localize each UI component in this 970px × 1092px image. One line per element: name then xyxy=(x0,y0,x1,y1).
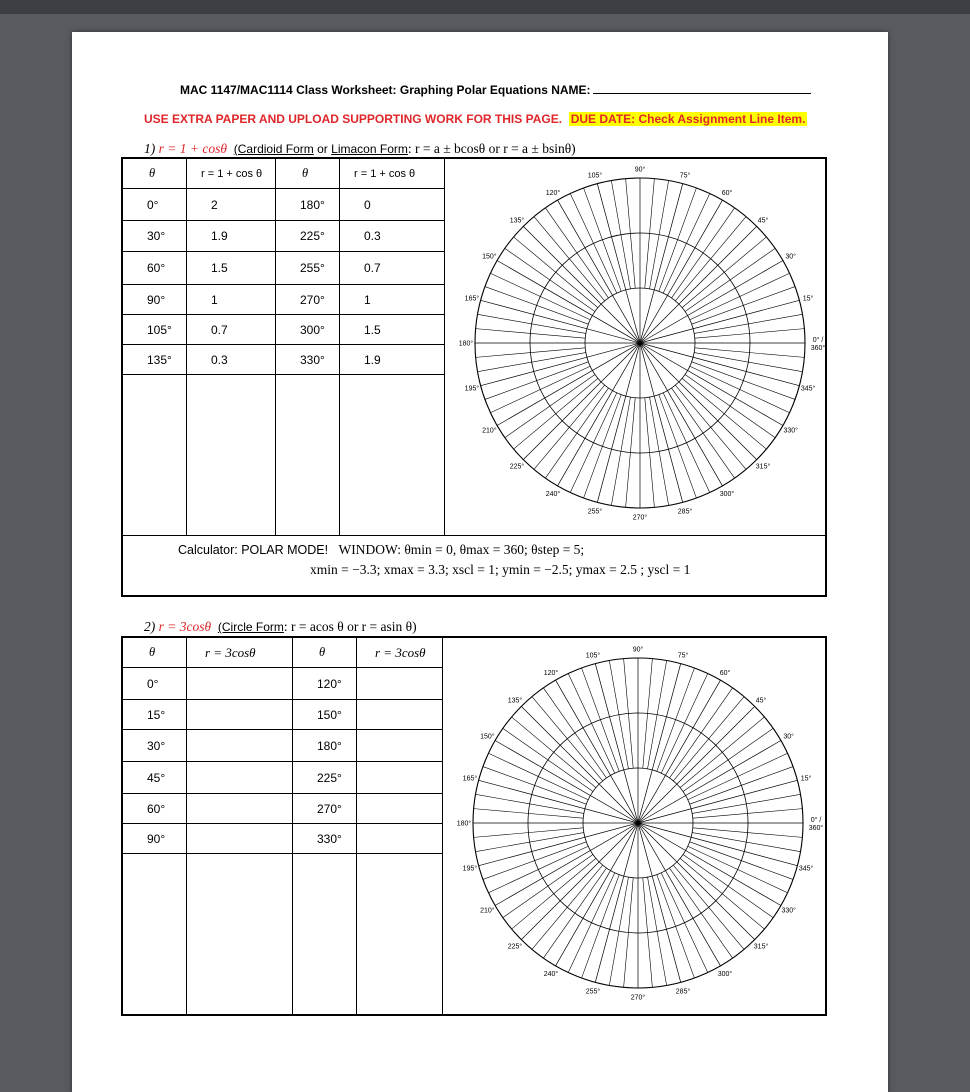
angle-label: 60° xyxy=(719,669,731,677)
grid-minor-spoke xyxy=(503,855,593,918)
grid-minor-spoke xyxy=(568,673,614,773)
angle-label: 345° xyxy=(800,385,816,393)
blank-cell[interactable] xyxy=(123,375,187,536)
problem1-equation: r = 1 + cosθ xyxy=(158,141,227,156)
grid-minor-spoke xyxy=(505,375,595,438)
theta-header: θ xyxy=(123,159,187,189)
grid-spoke xyxy=(481,300,640,343)
table-row xyxy=(123,794,443,824)
grid-minor-spoke xyxy=(488,753,588,799)
grid-minor-spoke xyxy=(690,366,790,412)
grid-spoke xyxy=(638,823,797,866)
angle-cell: 225° xyxy=(276,221,340,252)
angle-cell: 330° xyxy=(276,345,340,375)
angle-label: 105° xyxy=(585,652,601,660)
worksheet-title: MAC 1147/MAC1114 Class Worksheet: Graphing Polar Equations NAME: xyxy=(180,83,811,97)
angle-label: 195° xyxy=(464,385,480,393)
angle-label: 300° xyxy=(717,971,733,979)
angle-label: 330° xyxy=(783,427,798,435)
grid-spoke xyxy=(640,184,683,343)
angle-cell: 30° xyxy=(123,730,187,762)
grid-minor-spoke xyxy=(545,208,608,298)
table-row xyxy=(123,285,445,315)
table-row xyxy=(123,315,445,345)
angle-cell: 135° xyxy=(123,345,187,375)
angle-label: 135° xyxy=(509,217,525,225)
r-value-cell[interactable] xyxy=(187,730,293,762)
grid-minor-spoke xyxy=(490,273,590,319)
worksheet-page xyxy=(72,32,888,1092)
blank-cell[interactable] xyxy=(340,375,445,536)
angle-cell: 0° xyxy=(123,189,187,221)
r-header: r = 3cosθ xyxy=(357,638,443,668)
blank-cell[interactable] xyxy=(276,375,340,536)
blank-cell[interactable] xyxy=(293,854,357,1015)
angle-cell: 270° xyxy=(293,794,357,824)
table-row xyxy=(123,252,445,285)
grid-minor-spoke xyxy=(543,868,606,958)
angle-label: 120° xyxy=(543,669,559,677)
blank-cell[interactable] xyxy=(187,854,293,1015)
grid-minor-spoke xyxy=(490,366,590,412)
blank-cell[interactable] xyxy=(187,375,276,536)
angle-cell: 15° xyxy=(123,700,187,730)
angle-label: 270° xyxy=(630,994,646,1002)
r-value-cell[interactable] xyxy=(357,668,443,700)
calculator-range: xmin = −3.3; xmax = 3.3; xscl = 1; ymin = −2.5; ymax = 2.5 ; yscl = 1 xyxy=(310,562,691,577)
grid-minor-spoke xyxy=(503,728,593,791)
grid-minor-spoke xyxy=(670,868,733,958)
grid-minor-spoke xyxy=(570,393,616,493)
grid-minor-spoke xyxy=(661,873,707,973)
polar-graph-2 xyxy=(442,638,826,1016)
angle-cell: 120° xyxy=(293,668,357,700)
angle-cell: 180° xyxy=(276,189,340,221)
theta-header: θ xyxy=(293,638,357,668)
angle-label: 15° xyxy=(802,295,814,303)
r-value-cell[interactable] xyxy=(187,700,293,730)
r-value-cell[interactable] xyxy=(357,762,443,794)
angle-label: 30° xyxy=(783,733,794,741)
angle-label: 150° xyxy=(482,253,497,261)
r-value-cell[interactable] xyxy=(187,762,293,794)
angle-label: 45° xyxy=(757,217,769,225)
angle-label: 75° xyxy=(677,652,689,660)
grid-spoke xyxy=(638,780,797,823)
grid-spoke xyxy=(640,343,683,502)
problem1-heading: 1) r = 1 + cosθ (Cardioid Form or Limacon Form: r = a ± bcosθ or r = a ± bsinθ) xyxy=(144,141,576,156)
table-row xyxy=(123,189,445,221)
angle-label: 75° xyxy=(679,172,691,180)
r-value-cell[interactable] xyxy=(187,794,293,824)
grid-minor-spoke xyxy=(568,873,614,973)
angle-label: 0° / 360° xyxy=(808,817,824,832)
r-value-cell[interactable] xyxy=(357,794,443,824)
due-date-highlight: DUE DATE: Check Assignment Line Item. xyxy=(570,112,806,126)
problem2-equation: r = 3cosθ xyxy=(158,619,212,634)
angle-label: 30° xyxy=(785,253,796,261)
r-value-cell: 0.7 xyxy=(340,252,445,285)
problem1-value-table xyxy=(122,158,445,536)
table-row xyxy=(123,345,445,375)
angle-label: 90° xyxy=(634,166,646,174)
blank-work-row xyxy=(123,375,445,536)
angle-cell: 180° xyxy=(293,730,357,762)
r-value-cell: 0.7 xyxy=(187,315,276,345)
name-blank-line xyxy=(593,83,811,94)
grid-minor-spoke xyxy=(661,673,707,773)
problem2-heading: 2) r = 3cosθ (Circle Form: r = acos θ or r = asin θ) xyxy=(144,619,417,634)
r-value-cell: 1.5 xyxy=(340,315,445,345)
angle-label: 105° xyxy=(587,172,603,180)
angle-label: 285° xyxy=(677,508,693,516)
angle-cell: 225° xyxy=(293,762,357,794)
angle-label: 300° xyxy=(719,491,735,499)
r-header: r = 1 + cos θ xyxy=(340,159,445,189)
grid-spoke xyxy=(479,780,638,823)
angle-label: 180° xyxy=(456,820,472,828)
r-value-cell: 0.3 xyxy=(340,221,445,252)
grid-spoke xyxy=(479,823,638,866)
angle-label: 180° xyxy=(458,340,474,348)
r-value-cell[interactable] xyxy=(187,824,293,854)
grid-minor-spoke xyxy=(688,846,788,892)
grid-minor-spoke xyxy=(672,208,735,298)
r-value-cell: 0.3 xyxy=(187,345,276,375)
grid-minor-spoke xyxy=(505,248,595,311)
angle-label: 210° xyxy=(482,427,497,435)
angle-label: 285° xyxy=(675,988,691,996)
angle-label: 315° xyxy=(755,463,771,471)
grid-minor-spoke xyxy=(670,688,733,778)
grid-spoke xyxy=(640,343,799,386)
table-row xyxy=(123,762,443,794)
angle-label: 315° xyxy=(753,943,769,951)
angle-label: 150° xyxy=(480,733,495,741)
blank-cell[interactable] xyxy=(357,854,443,1015)
grid-minor-spoke xyxy=(683,855,773,918)
angle-label: 165° xyxy=(462,775,478,783)
blank-cell[interactable] xyxy=(123,854,187,1015)
r-value-cell[interactable] xyxy=(357,824,443,854)
angle-label: 135° xyxy=(507,697,523,705)
angle-label: 210° xyxy=(480,907,495,915)
window-top-bar xyxy=(0,0,970,14)
grid-spoke xyxy=(595,664,638,823)
r-value-cell: 1.9 xyxy=(340,345,445,375)
grid-minor-spoke xyxy=(570,193,616,293)
grid-spoke xyxy=(595,823,638,982)
angle-cell: 60° xyxy=(123,794,187,824)
grid-minor-spoke xyxy=(488,846,588,892)
table-row xyxy=(123,700,443,730)
angle-label: 0° / 360° xyxy=(810,337,826,352)
table-row xyxy=(123,824,443,854)
table-row xyxy=(123,668,443,700)
grid-minor-spoke xyxy=(543,688,606,778)
r-value-cell: 1.9 xyxy=(187,221,276,252)
angle-label: 225° xyxy=(507,943,523,951)
grid-minor-spoke xyxy=(685,248,775,311)
r-value-cell: 1 xyxy=(187,285,276,315)
grid-minor-spoke xyxy=(672,388,735,478)
grid-minor-spoke xyxy=(663,393,709,493)
angle-label: 45° xyxy=(755,697,767,705)
angle-cell: 105° xyxy=(123,315,187,345)
angle-cell: 60° xyxy=(123,252,187,285)
grid-minor-spoke xyxy=(688,753,788,799)
angle-cell: 270° xyxy=(276,285,340,315)
polar-graph-1 xyxy=(444,159,828,531)
angle-label: 90° xyxy=(632,646,644,654)
r-value-cell[interactable] xyxy=(187,668,293,700)
calculator-settings: Calculator: POLAR MODE! WINDOW: θmin = 0, θmax = 360; θstep = 5; xyxy=(178,542,585,557)
angle-cell: 300° xyxy=(276,315,340,345)
origin-point xyxy=(636,821,640,825)
angle-label: 255° xyxy=(587,508,603,516)
angle-label: 345° xyxy=(798,865,814,873)
r-value-cell: 2 xyxy=(187,189,276,221)
r-value-cell: 1 xyxy=(340,285,445,315)
grid-minor-spoke xyxy=(685,375,775,438)
angle-label: 255° xyxy=(585,988,601,996)
grid-spoke xyxy=(597,343,640,502)
upload-warning: USE EXTRA PAPER AND UPLOAD SUPPORTING WORK FOR THIS PAGE. DUE DATE: Check Assignment Line Item. xyxy=(144,112,806,126)
angle-cell: 0° xyxy=(123,668,187,700)
r-value-cell: 0 xyxy=(340,189,445,221)
table-row xyxy=(123,221,445,252)
angle-label: 270° xyxy=(632,514,648,522)
angle-label: 240° xyxy=(545,491,561,499)
grid-spoke xyxy=(481,343,640,386)
grid-minor-spoke xyxy=(683,728,773,791)
grid-spoke xyxy=(638,823,681,982)
angle-cell: 90° xyxy=(123,824,187,854)
angle-cell: 45° xyxy=(123,762,187,794)
problem2-value-table xyxy=(122,637,443,1015)
r-value-cell[interactable] xyxy=(357,700,443,730)
r-header: r = 1 + cos θ xyxy=(187,159,276,189)
angle-cell: 90° xyxy=(123,285,187,315)
angle-label: 120° xyxy=(545,189,561,197)
grid-spoke xyxy=(640,300,799,343)
angle-label: 225° xyxy=(509,463,525,471)
grid-spoke xyxy=(638,664,681,823)
angle-label: 240° xyxy=(543,971,559,979)
theta-header: θ xyxy=(276,159,340,189)
grid-minor-spoke xyxy=(690,273,790,319)
angle-cell: 150° xyxy=(293,700,357,730)
r-value-cell: 1.5 xyxy=(187,252,276,285)
angle-label: 15° xyxy=(800,775,812,783)
angle-cell: 255° xyxy=(276,252,340,285)
grid-spoke xyxy=(597,184,640,343)
blank-work-row xyxy=(123,854,443,1015)
angle-label: 165° xyxy=(464,295,480,303)
angle-cell: 330° xyxy=(293,824,357,854)
angle-label: 60° xyxy=(721,189,733,197)
angle-cell: 30° xyxy=(123,221,187,252)
table-row xyxy=(123,730,443,762)
grid-minor-spoke xyxy=(545,388,608,478)
grid-minor-spoke xyxy=(663,193,709,293)
origin-point xyxy=(638,341,642,345)
angle-label: 195° xyxy=(462,865,478,873)
angle-label: 330° xyxy=(781,907,796,915)
theta-header: θ xyxy=(123,638,187,668)
r-value-cell[interactable] xyxy=(357,730,443,762)
r-header: r = 3cosθ xyxy=(187,638,293,668)
